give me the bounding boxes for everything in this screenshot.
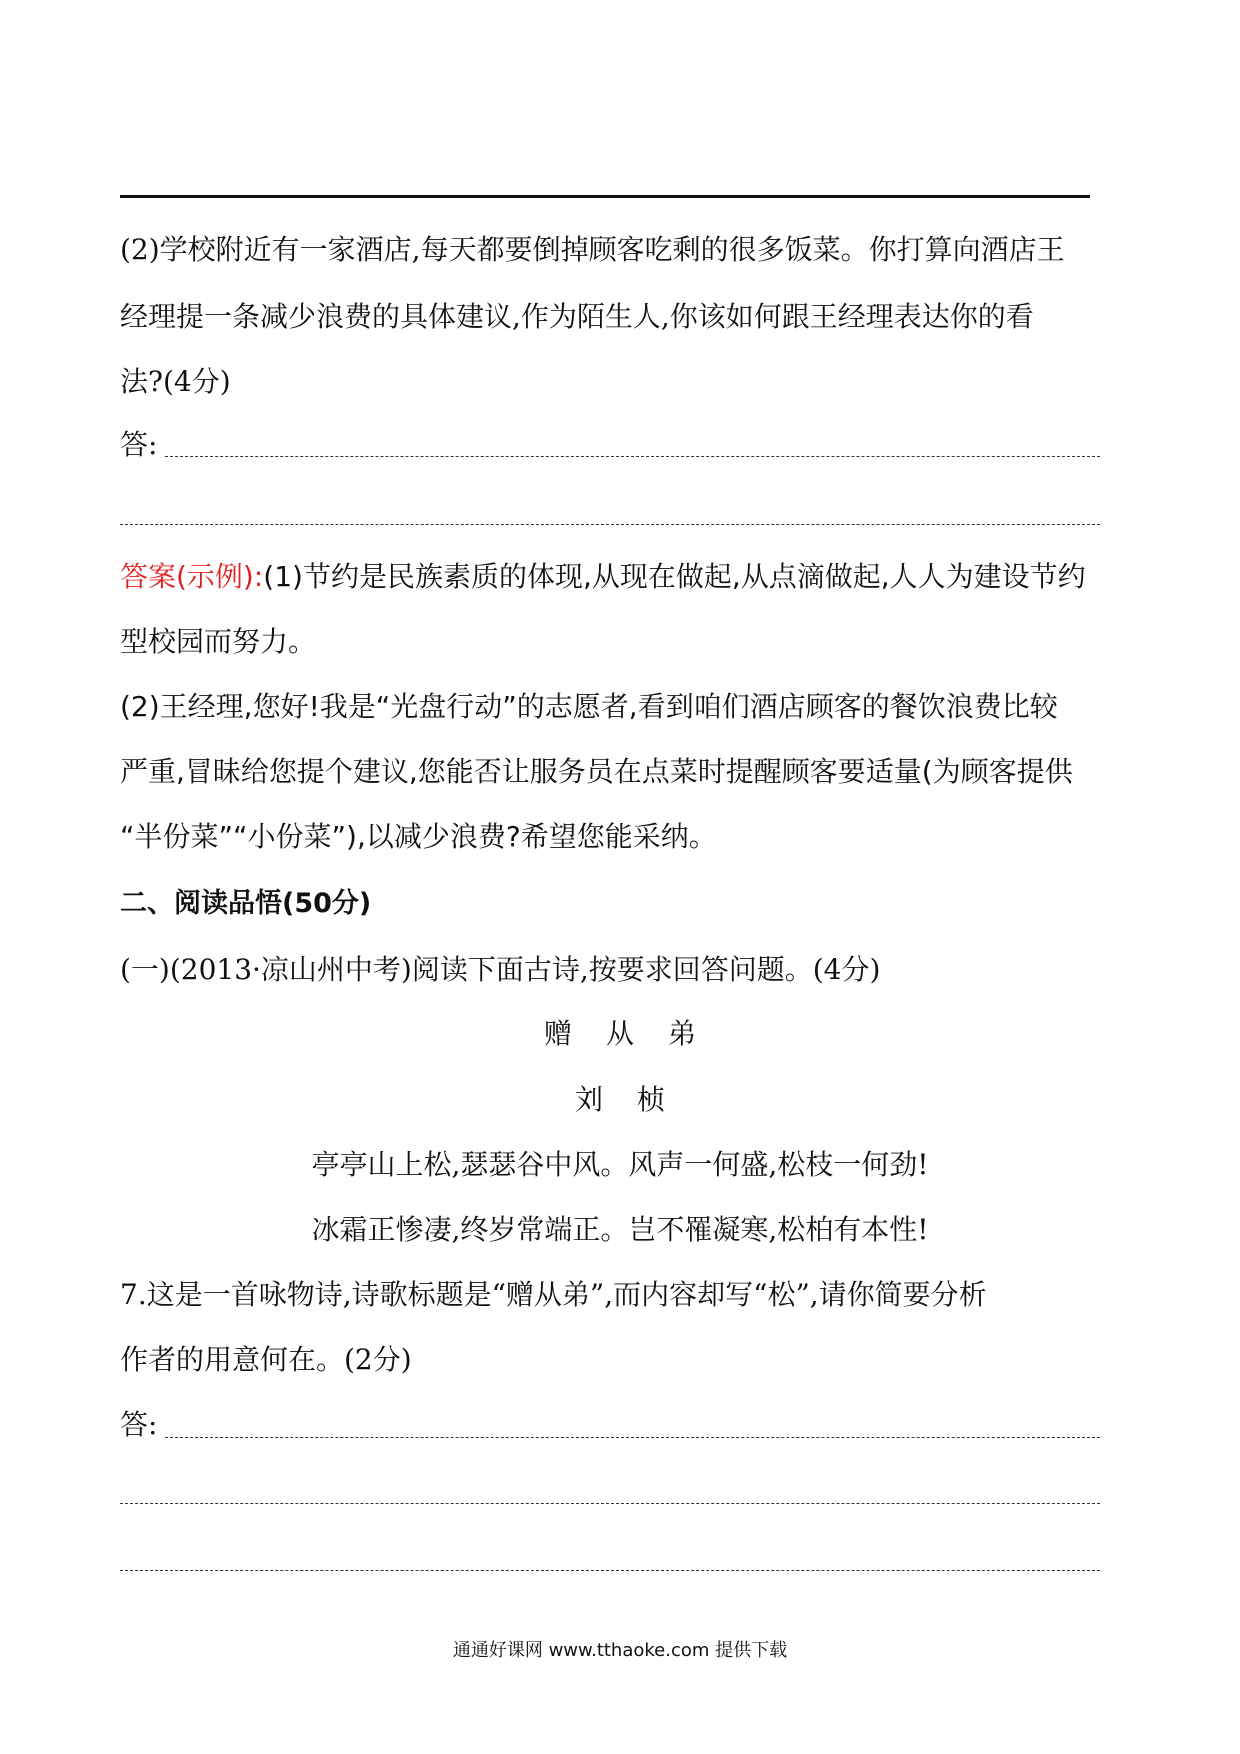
answer-key-line-1 [120, 557, 1086, 597]
poem-title-text: 赠从弟 [543, 1017, 730, 1050]
answer-label: 答: [120, 428, 158, 461]
answer-key-line-2: 型校园而努力。 [120, 625, 317, 658]
answer-key-line-5: “半份菜”“小份菜”),以减少浪费?希望您能采纳。 [120, 820, 717, 853]
question-2-answer-row [120, 425, 157, 465]
top-divider [120, 195, 1090, 198]
question-2-line-1: (2)学校附近有一家酒店,每天都要倒掉顾客吃剩的很多饭菜。你打算向酒店王 [120, 233, 1065, 266]
question-2-line-2: 经理提一条减少浪费的具体建议,作为陌生人,你该如何跟王经理表达你的看 [120, 300, 1034, 333]
answer-key-line-4: 严重,冒昧给您提个建议,您能否让服务员在点菜时提醒顾客要适量(为顾客提供 [120, 755, 1073, 788]
question-7-answer-blank-2[interactable] [120, 1503, 1100, 1504]
answer-label: 答: [120, 1408, 158, 1441]
poem-title [0, 1014, 1240, 1054]
poem-author-text: 刘桢 [574, 1083, 699, 1116]
question-7-answer-blank-1[interactable] [165, 1437, 1100, 1438]
question-2-answer-blank-2[interactable] [120, 524, 1100, 525]
answer-key-line-3: (2)王经理,您好!我是“光盘行动”的志愿者,看到咱们酒店顾客的餐饮浪费比较 [120, 690, 1058, 723]
poem-verse-2: 冰霜正惨凄,终岁常端正。岂不罹凝寒,松柏有本性! [311, 1213, 929, 1246]
question-7-answer-row [120, 1405, 157, 1445]
question-7-answer-blank-3[interactable] [120, 1570, 1100, 1571]
section-heading: 二、阅读品悟(50分) [120, 888, 372, 919]
question-2-line-3: 法?(4分) [120, 365, 231, 398]
question-2-answer-blank-1[interactable] [165, 456, 1100, 457]
question-7-line-1: 7.这是一首咏物诗,诗歌标题是“赠从弟”,而内容却写“松”,请你简要分析 [120, 1278, 987, 1311]
page-footer: 通通好课网 www.tthaoke.com 提供下载 [452, 1640, 788, 1661]
answer-key-part-1-text: (1)节约是民族素质的体现,从现在做起,从点滴做起,人人为建设节约 [263, 560, 1086, 593]
answer-key-label: 答案(示例): [120, 560, 264, 593]
poem-author [0, 1080, 1240, 1120]
poem-intro: (一)(2013·凉山州中考)阅读下面古诗,按要求回答问题。(4分) [120, 953, 881, 986]
poem-verse-1: 亭亭山上松,瑟瑟谷中风。风声一何盛,松枝一何劲! [311, 1148, 929, 1181]
question-7-line-2: 作者的用意何在。(2分) [120, 1343, 412, 1376]
